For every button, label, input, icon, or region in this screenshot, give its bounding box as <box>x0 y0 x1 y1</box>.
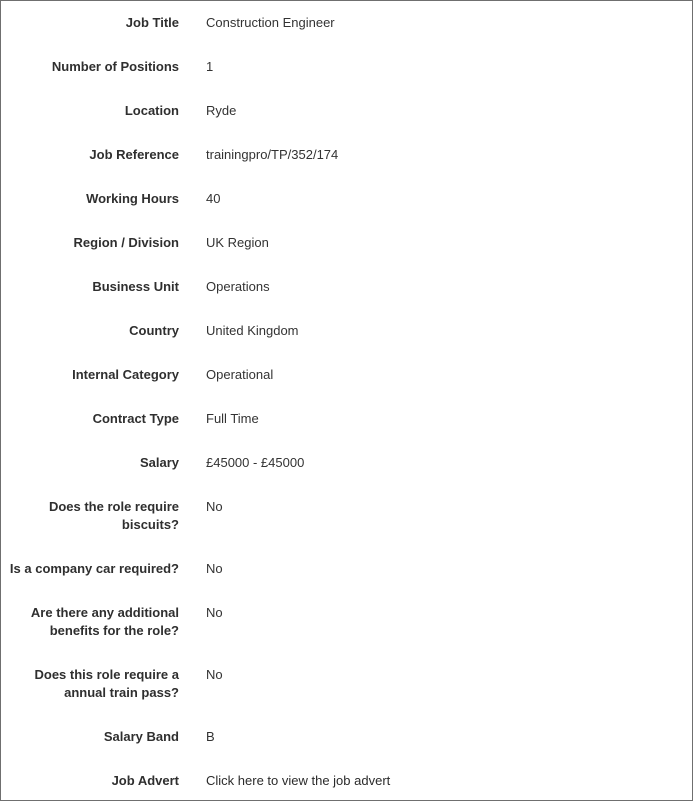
detail-value: No <box>206 561 223 576</box>
detail-value: No <box>206 499 223 514</box>
detail-label: Job Reference <box>89 147 179 162</box>
detail-label: Internal Category <box>72 367 179 382</box>
detail-value: 40 <box>206 191 221 206</box>
detail-label: Salary Band <box>103 729 179 744</box>
detail-label: Contract Type <box>92 411 179 426</box>
detail-row-contract-type <box>1 410 692 428</box>
detail-value: UK Region <box>206 235 269 250</box>
detail-label: Number of Positions <box>51 59 179 74</box>
detail-row-country <box>1 322 692 340</box>
detail-label: Region / Division <box>73 235 179 250</box>
detail-row-working-hours <box>1 190 692 208</box>
detail-value: Operations <box>206 279 270 294</box>
detail-row-train-pass <box>1 666 692 702</box>
detail-label: Is a company car required? <box>9 561 179 576</box>
detail-row-number-of-positions <box>1 58 692 76</box>
detail-row-region-division <box>1 234 692 252</box>
detail-value: B <box>206 729 215 744</box>
detail-row-internal-category <box>1 366 692 384</box>
detail-value: 1 <box>206 59 214 74</box>
detail-label: Job Advert <box>111 773 179 788</box>
detail-row-business-unit <box>1 278 692 296</box>
detail-row-requires-biscuits <box>1 498 692 534</box>
detail-value: Operational <box>206 367 274 382</box>
detail-row-salary-band <box>1 728 692 746</box>
detail-value: Full Time <box>206 411 259 426</box>
detail-label: Are there any additional benefits for the role? <box>30 605 179 638</box>
detail-label: Job Title <box>125 15 179 30</box>
detail-value: Construction Engineer <box>206 15 335 30</box>
job-advert-link[interactable]: Click here to view the job advert <box>206 773 391 788</box>
detail-row-job-title <box>1 14 692 32</box>
detail-value: No <box>206 605 223 620</box>
detail-value: United Kingdom <box>206 323 299 338</box>
detail-row-company-car <box>1 560 692 578</box>
detail-value: Ryde <box>206 103 237 118</box>
detail-row-additional-benefits <box>1 604 692 640</box>
detail-label: Country <box>129 323 179 338</box>
job-details-list <box>1 14 692 801</box>
detail-label: Does this role require a annual train pass? <box>34 667 179 700</box>
detail-label: Working Hours <box>86 191 179 206</box>
detail-value: trainingpro/TP/352/174 <box>206 147 339 162</box>
detail-label: Location <box>124 103 179 118</box>
detail-row-job-advert <box>1 772 692 790</box>
detail-value: £45000 - £45000 <box>206 455 305 470</box>
detail-label: Salary <box>139 455 179 470</box>
detail-label: Business Unit <box>92 279 179 294</box>
detail-row-location <box>1 102 692 120</box>
detail-value: No <box>206 667 223 682</box>
detail-label: Does the role require biscuits? <box>48 499 179 532</box>
detail-row-salary <box>1 454 692 472</box>
detail-row-job-reference <box>1 146 692 164</box>
